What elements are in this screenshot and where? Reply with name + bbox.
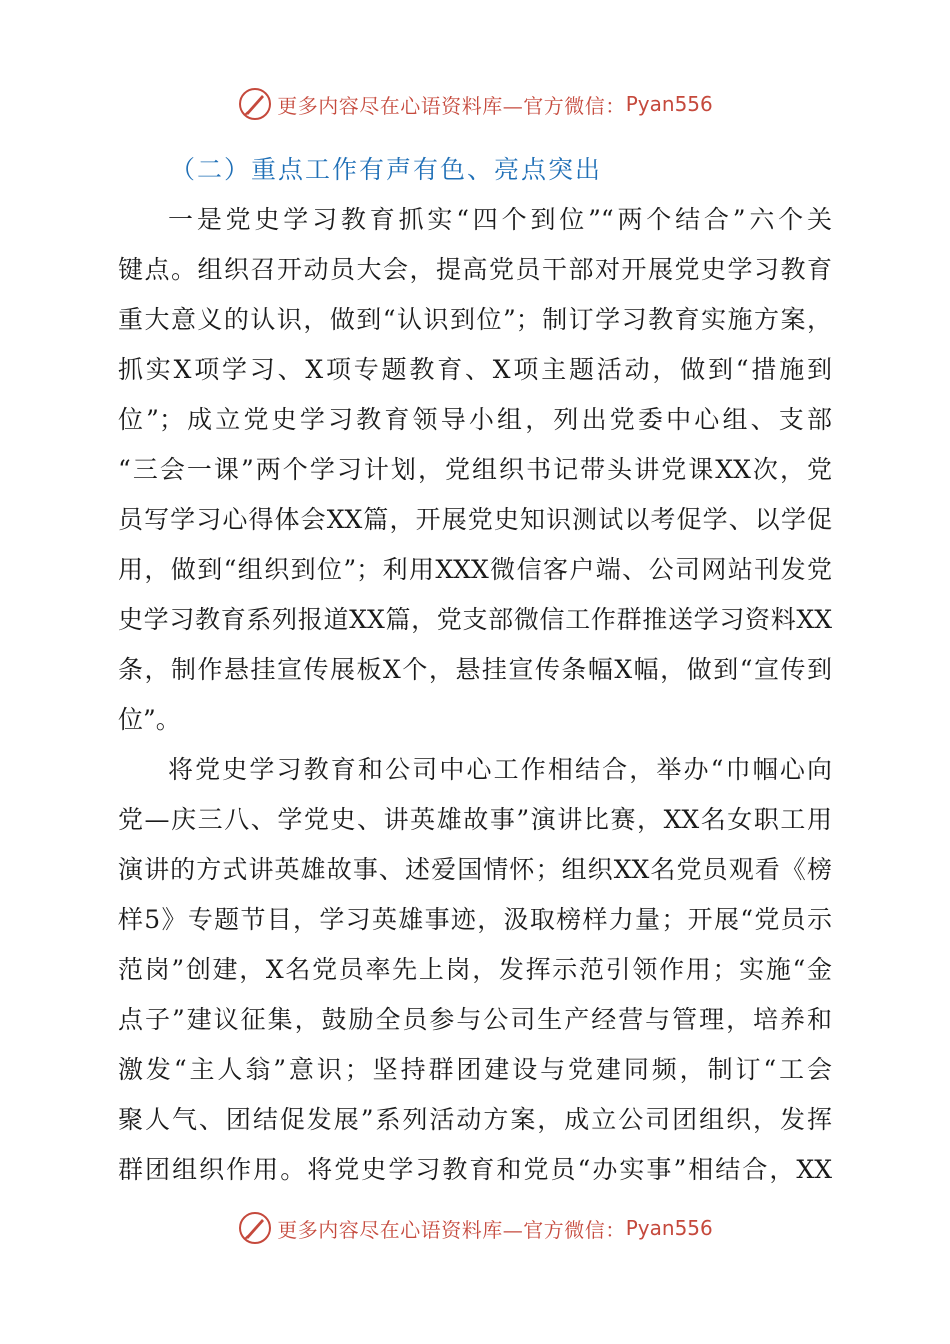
paragraph-line: 将党史学习教育和公司中心工作相结合，举办“巾帼心向 [168, 755, 832, 784]
paragraph-line: 位”。 [118, 705, 181, 734]
paragraph-line: 激发“主人翁”意识；坚持群团建设与党建同频，制订“工会 [118, 1055, 832, 1084]
paragraph-line: 点子”建议征集，鼓励全员参与公司生产经营与管理，培养和 [118, 1005, 832, 1034]
paragraph-line: 范岗”创建，X名党员率先上岗，发挥示范引领作用；实施“金 [118, 955, 832, 984]
paragraph-line: 重大意义的认识，做到“认识到位”；制订学习教育实施方案， [118, 305, 832, 334]
paragraph-2 [118, 745, 832, 1195]
paragraph-line: 一是党史学习教育抓实“四个到位”“两个结合”六个关 [168, 205, 832, 234]
paragraph-line: 抓实X项学习、X项专题教育、X项主题活动，做到“措施到 [118, 355, 832, 384]
banner-wechat-id: Pyan556 [625, 1216, 713, 1240]
paragraph-line: 条，制作悬挂宣传展板X个，悬挂宣传条幅X幅，做到“宣传到 [118, 655, 832, 684]
paragraph-line: 聚人气、团结促发展”系列活动方案，成立公司团组织，发挥 [118, 1105, 832, 1134]
quill-pen-logo-icon [237, 86, 273, 122]
section-heading: （二）重点工作有声有色、亮点突出 [170, 155, 603, 184]
banner-text: 更多内容尽在心语资料库—官方微信： [277, 93, 626, 118]
paragraph-line: 党—庆三八、学党史、讲英雄故事”演讲比赛，XX名女职工用 [118, 805, 832, 834]
paragraph-line: “三会一课”两个学习计划，党组织书记带头讲党课XX次，党 [118, 455, 832, 484]
paragraph-line: 键点。组织召开动员大会，提高党员干部对开展党史学习教育 [118, 255, 832, 284]
paragraph-line: 史学习教育系列报道XX篇，党支部微信工作群推送学习资料XX [118, 605, 832, 634]
banner-text: 更多内容尽在心语资料库—官方微信： [277, 1217, 626, 1242]
paragraph-line: 用，做到“组织到位”；利用XXX微信客户端、公司网站刊发党 [118, 555, 832, 584]
paragraph-line: 样5》专题节目，学习英雄事迹，汲取榜样力量；开展“党员示 [118, 905, 832, 934]
paragraph-line: 演讲的方式讲英雄故事、述爱国情怀；组织XX名党员观看《榜 [118, 855, 832, 884]
paragraph-line: 位”；成立党史学习教育领导小组，列出党委中心组、支部 [118, 405, 832, 434]
banner-wechat-id: Pyan556 [625, 92, 713, 116]
paragraph-line: 群团组织作用。将党史学习教育和党员“办实事”相结合，XX [118, 1155, 832, 1184]
header-banner [0, 84, 950, 124]
paragraph-1 [118, 195, 832, 745]
paragraph-line: 员写学习心得体会XX篇，开展党史知识测试以考促学、以学促 [118, 505, 832, 534]
footer-banner [0, 1208, 950, 1248]
quill-pen-logo-icon [237, 1210, 273, 1246]
